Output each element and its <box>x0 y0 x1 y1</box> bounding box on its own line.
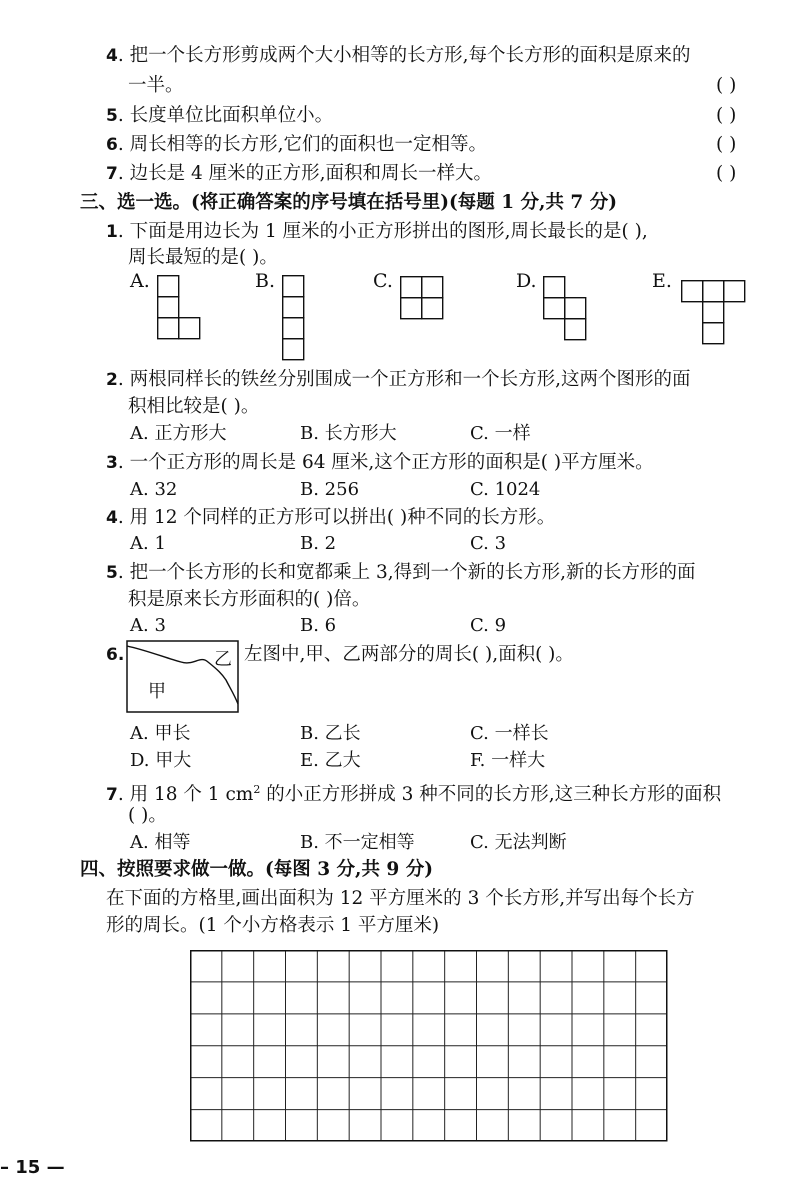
figure-q6-yi: 乙 <box>214 649 232 670</box>
section4-line2: 形的周长。(1 个小方格表示 1 平方厘米) <box>106 915 440 936</box>
s3-q2 <box>106 368 691 392</box>
s3-q4-opt-a[interactable]: A. 1 <box>130 533 166 554</box>
judge-q4 <box>106 44 691 68</box>
judge-q7-text: . 边长是 4 厘米的正方形,面积和周长一样大。 <box>117 163 493 184</box>
figure-b-cell <box>283 297 304 318</box>
s3-q7-opt-a[interactable]: A. 相等 <box>130 832 191 853</box>
s3-q3-num: 3 <box>106 453 118 473</box>
figure-e-cell <box>703 281 724 302</box>
s3-q7-num: 7 <box>106 785 118 806</box>
s3-q2-opt-a[interactable]: A. 正方形大 <box>130 423 227 444</box>
figure-a-cell <box>158 276 179 297</box>
judge-q7-paren[interactable]: ( ) <box>716 163 737 184</box>
judge-q6 <box>106 133 487 157</box>
figure-b-bar <box>282 275 305 360</box>
fig-label-b: B. <box>255 270 276 292</box>
judge-q6-paren[interactable]: ( ) <box>716 134 737 155</box>
figure-e-t-shape <box>681 280 746 344</box>
s3-q1-num: 1 <box>106 222 118 242</box>
section3-title: 三、选一选。(将正确答案的序号填在括号里)(每题 1 分,共 7 分) <box>80 192 617 213</box>
s3-q1-cont: 周长最短的是( )。 <box>128 247 278 268</box>
s3-q5 <box>106 561 696 585</box>
figure-c-cell <box>401 298 422 319</box>
section4-title: 四、按照要求做一做。(每图 3 分,共 9 分) <box>80 859 433 880</box>
s3-q7 <box>106 778 721 807</box>
judge-q5-num: 5 <box>106 106 118 126</box>
fig-label-c: C. <box>373 270 393 292</box>
judge-q5-text: . 长度单位比面积单位小。 <box>117 105 334 126</box>
page-number: – 15 — <box>0 1157 65 1178</box>
s3-q6-num: 6 <box>106 645 118 665</box>
figure-c-cell <box>422 298 443 319</box>
figure-d-zigzag <box>543 276 587 340</box>
s3-q7-opt-b[interactable]: B. 不一定相等 <box>300 832 415 853</box>
figure-a-l-shape <box>157 275 201 339</box>
figure-e-cell <box>682 281 703 302</box>
s3-q6-text: 左图中,甲、乙两部分的周长( ),面积( )。 <box>244 644 574 665</box>
s3-q5-text: . 把一个长方形的长和宽都乘上 3,得到一个新的长方形,新的长方形的面 <box>117 562 696 583</box>
s3-q7-sup: 2 <box>253 783 261 796</box>
s3-q3-opt-a[interactable]: A. 32 <box>130 479 178 500</box>
s3-q2-num: 2 <box>106 370 118 390</box>
figure-q6-jia: 甲 <box>148 681 166 702</box>
figure-c-square <box>400 276 444 320</box>
s3-q2-opt-c[interactable]: C. 一样 <box>470 423 531 444</box>
figure-c-cell <box>422 277 443 298</box>
judge-q6-num: 6 <box>106 135 118 155</box>
fig-label-d: D. <box>516 270 537 292</box>
s3-q5-num: 5 <box>106 563 118 583</box>
s3-q2-cont: 积相比较是( )。 <box>128 396 260 417</box>
figure-d-cell <box>544 298 565 319</box>
figure-b-cell <box>283 318 304 339</box>
s3-q5-opt-b[interactable]: B. 6 <box>300 615 337 636</box>
judge-q5 <box>106 104 333 128</box>
figure-a-cell <box>158 318 179 339</box>
s3-q6-opt-c[interactable]: C. 一样长 <box>470 723 549 744</box>
figure-b-cell <box>283 339 304 360</box>
s3-q7-opt-c[interactable]: C. 无法判断 <box>470 832 567 853</box>
s3-q4 <box>106 506 555 530</box>
s3-q1-text: . 下面是用边长为 1 厘米的小正方形拼出的图形,周长最长的是( ), <box>117 221 648 242</box>
s3-q7-text-b: 的小正方形拼成 3 种不同的长方形,这三种长方形的面积 <box>260 784 722 806</box>
figure-e-cell <box>703 302 724 323</box>
fig-label-a: A. <box>130 270 150 292</box>
figure-a-cell <box>179 318 200 339</box>
section4-line1: 在下面的方格里,画出面积为 12 平方厘米的 3 个长方形,并写出每个长方 <box>106 888 695 909</box>
s3-q3-text: . 一个正方形的周长是 64 厘米,这个正方形的面积是( )平方厘米。 <box>117 452 654 473</box>
judge-q4-num: 4 <box>106 46 118 66</box>
figure-e-cell <box>724 281 745 302</box>
s3-q6-opt-a[interactable]: A. 甲长 <box>130 723 191 744</box>
s3-q5-opt-c[interactable]: C. 9 <box>470 615 507 636</box>
figure-c-cell <box>401 277 422 298</box>
s3-q6-opt-b[interactable]: B. 乙长 <box>300 723 361 744</box>
s3-q2-opt-b[interactable]: B. 长方形大 <box>300 423 397 444</box>
s3-q6-num-wrap: 6. <box>106 645 125 665</box>
s3-q3-opt-c[interactable]: C. 1024 <box>470 479 541 500</box>
s3-q4-num: 4 <box>106 508 118 528</box>
judge-q7-num: 7 <box>106 164 118 184</box>
s3-q4-opt-c[interactable]: C. 3 <box>470 533 507 554</box>
s3-q4-opt-b[interactable]: B. 2 <box>300 533 337 554</box>
fig-label-e: E. <box>652 270 672 292</box>
s3-q2-text: . 两根同样长的铁丝分别围成一个正方形和一个长方形,这两个图形的面 <box>117 369 691 390</box>
s3-q4-text: . 用 12 个同样的正方形可以拼出( )种不同的长方形。 <box>117 507 556 528</box>
s3-q7-text-a: . 用 18 个 1 cm <box>117 784 254 806</box>
s3-q1 <box>106 220 648 244</box>
s3-q5-cont: 积是原来长方形面积的( )倍。 <box>128 589 371 610</box>
s3-q7-cont: ( )。 <box>128 805 167 826</box>
figure-d-cell <box>565 298 586 319</box>
judge-q4-paren[interactable]: ( ) <box>716 75 737 96</box>
s3-q5-opt-a[interactable]: A. 3 <box>130 615 166 636</box>
s3-q3-opt-b[interactable]: B. 256 <box>300 479 360 500</box>
judge-q4-cont: 一半。 <box>128 75 184 96</box>
judge-q6-text: . 周长相等的长方形,它们的面积也一定相等。 <box>117 134 487 155</box>
s3-q6-opt-d[interactable]: D. 甲大 <box>130 750 192 771</box>
judge-q7 <box>106 162 492 186</box>
figure-e-cell <box>703 323 724 344</box>
judge-q5-paren[interactable]: ( ) <box>716 105 737 126</box>
s3-q6-opt-e[interactable]: E. 乙大 <box>300 750 361 771</box>
drawing-grid[interactable] <box>190 950 668 1142</box>
s3-q6-opt-f[interactable]: F. 一样大 <box>470 750 546 771</box>
figure-a-cell <box>158 297 179 318</box>
figure-d-cell <box>544 277 565 298</box>
s3-q3 <box>106 451 654 475</box>
judge-q4-text: . 把一个长方形剪成两个大小相等的长方形,每个长方形的面积是原来的 <box>117 45 691 66</box>
figure-b-cell <box>283 276 304 297</box>
figure-d-cell <box>565 319 586 340</box>
